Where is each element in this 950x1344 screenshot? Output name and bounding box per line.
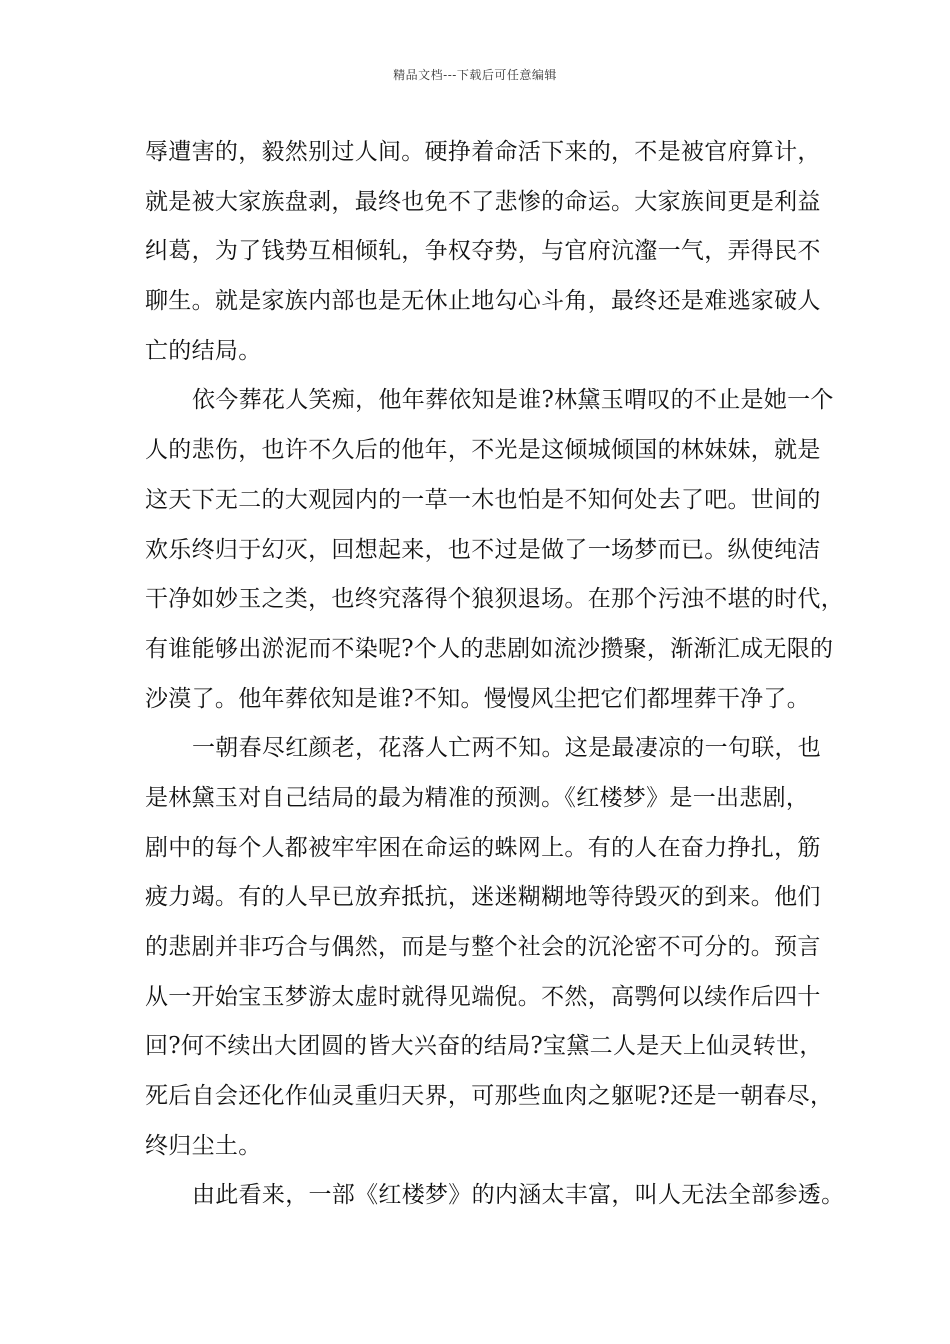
page-header: 精品文档---下载后可任意编辑 bbox=[393, 68, 557, 82]
body-text bbox=[145, 128, 845, 1221]
text-line: 回?何不续出大团圆的皆大兴奋的结局?宝黛二人是天上仙灵转世， bbox=[145, 1033, 823, 1060]
paragraph-1 bbox=[145, 128, 825, 376]
text-line-first: 依今葬花人笑痴，他年葬依知是谁?林黛玉喟叹的不止是她一个 bbox=[192, 387, 834, 414]
text-line: 终归尘土。 bbox=[145, 1132, 262, 1159]
text-line: 疲力竭。有的人早已放弃抵抗，迷迷糊糊地等待毁灭的到来。他们 bbox=[145, 884, 821, 911]
text-line: 有谁能够出淤泥而不染呢?个人的悲剧如流沙攒聚，渐渐汇成无限的 bbox=[145, 635, 834, 662]
text-line: 辱遭害的，毅然别过人间。硬挣着命活下来的，不是被官府算计， bbox=[145, 139, 821, 165]
text-line: 沙漠了。他年葬依知是谁?不知。慢慢风尘把它们都埋葬干净了。 bbox=[145, 685, 811, 712]
paragraph-2 bbox=[145, 376, 844, 724]
paragraph-3 bbox=[145, 724, 834, 1171]
text-line: 从一开始宝玉梦游太虚时就得见端倪。不然，高鹗何以续作后四十 bbox=[145, 983, 821, 1010]
text-line: 就是被大家族盘剥，最终也免不了悲惨的命运。大家族间更是利益 bbox=[145, 188, 821, 215]
text-line: 人的悲伤，也许不久后的他年，不光是这倾城倾国的林妹妹，就是 bbox=[145, 437, 821, 464]
text-line: 纠葛，为了钱势互相倾轧，争权夺势，与官府沆瀣一气，弄得民不 bbox=[145, 238, 821, 265]
text-line: 干净如妙玉之类，也终究落得个狼狈退场。在那个污浊不堪的时代， bbox=[145, 586, 844, 613]
text-line: 死后自会还化作仙灵重归天界，可那些血肉之躯呢?还是一朝春尽， bbox=[145, 1083, 834, 1110]
text-line: 亡的结局。 bbox=[145, 337, 262, 364]
text-line: 是林黛玉对自己结局的最为精准的预测。《红楼梦》是一出悲剧， bbox=[145, 784, 810, 811]
text-line: 的悲剧并非巧合与偶然，而是与整个社会的沉沦密不可分的。预言 bbox=[145, 934, 821, 960]
text-line: 这天下无二的大观园内的一草一木也怕是不知何处去了吧。世间的 bbox=[145, 486, 821, 513]
text-line-first: 由此看来，一部《红楼梦》的内涵太丰富，叫人无法全部参透。 bbox=[192, 1182, 845, 1209]
text-line: 聊生。就是家族内部也是无休止地勾心斗角，最终还是难逃家破人 bbox=[145, 288, 821, 315]
text-line: 欢乐终归于幻灭，回想起来，也不过是做了一场梦而已。纵使纯洁 bbox=[145, 536, 821, 563]
paragraph-4 bbox=[145, 1171, 845, 1221]
text-line: 剧中的每个人都被牢牢困在命运的蛛网上。有的人在奋力挣扎，筋 bbox=[145, 834, 821, 861]
text-line-first: 一朝春尽红颜老，花落人亡两不知。这是最凄凉的一句联，也 bbox=[192, 735, 822, 762]
